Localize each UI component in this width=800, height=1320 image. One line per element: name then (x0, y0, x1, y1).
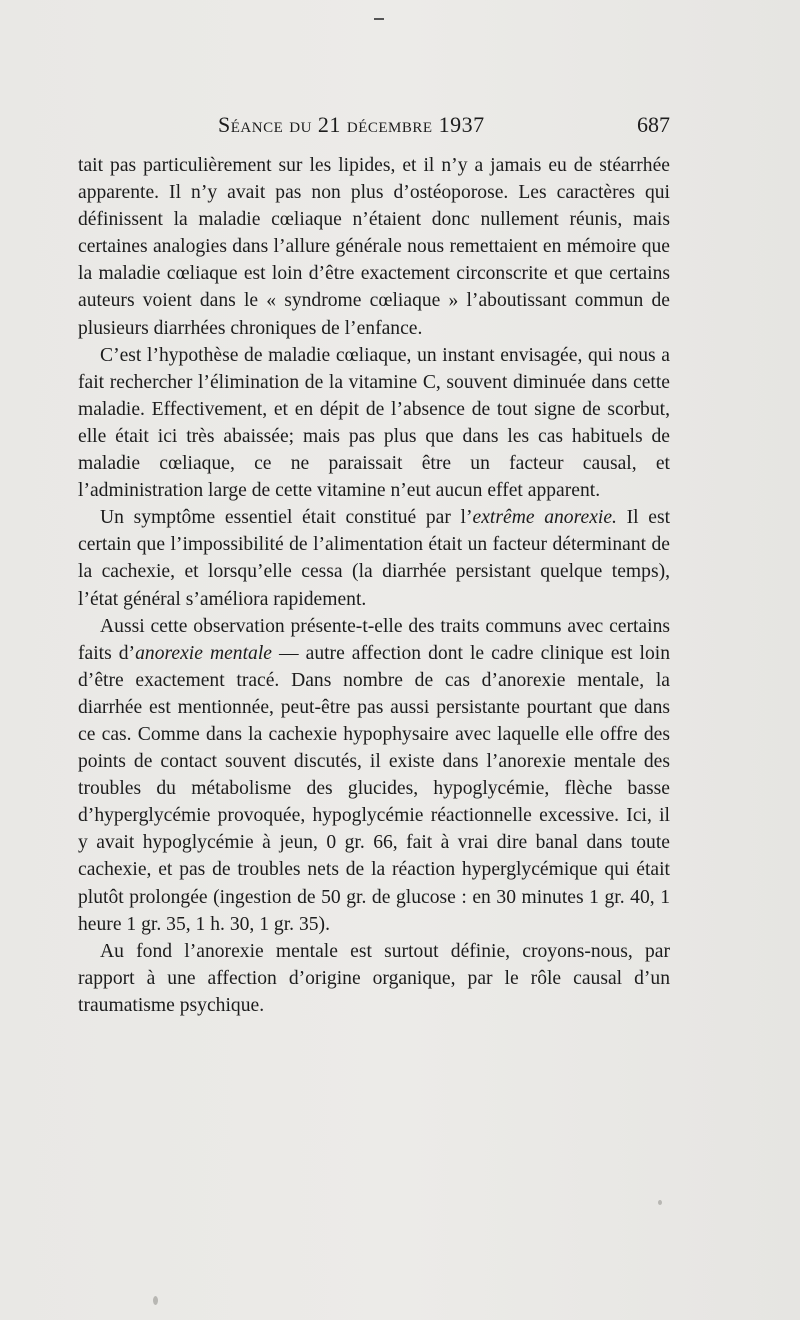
paragraph-p5 (78, 938, 670, 1019)
paragraph-p3 (78, 504, 670, 612)
emphasized-text: anorexie mentale (135, 642, 272, 664)
paper-speck (153, 1296, 158, 1305)
text-segment: — autre affection dont le cadre clinique est loin d’être exactement tracé. Dans nombre de cas d’anorexie mentale, la diarrhée est mentionnée, peut-être pas aussi persistante pourtant que dans ce cas. Comme dans la cachexie hypophysaire avec laquelle elle offre des points de contact souvent discutés, il existe dans l’anorexie mentale des troubles du métabolisme des glucides, hypoglycémie, flèche basse d’hyperglycémie provoquée, hypoglycémie réactionnelle excessive. Ici, il y avait hypoglycémie à jeun, 0 gr. 66, fait à vrai dire banal dans toute cachexie, et pas de troubles nets de la réaction hyperglycémique qui était plutôt prolongée (ingestion de 50 gr. de glucose : en 30 minutes 1 gr. 40, 1 heure 1 gr. 35, 1 h. 30, 1 gr. 35). (78, 642, 670, 935)
paragraph-p2 (78, 342, 670, 505)
paragraph-p4 (78, 613, 670, 938)
text-segment: C’est l’hypothèse de maladie cœliaque, un instant envisagée, qui nous a fait rechercher l’élimination de la vitamine C, souvent diminuée dans cette maladie. Effectivement, et en dépit de l’absence de tout signe de scorbut, elle était ici très abaissée; mais pas plus que dans les cas habituels de maladie cœliaque, ce ne paraissait être un facteur causal, et l’administration large de cette vitamine n’eut aucun effet apparent. (78, 344, 670, 502)
running-head: Séance du 21 décembre 1937 (218, 112, 485, 137)
page-number: 687 (637, 112, 670, 137)
text-segment: Un symptôme essentiel était constitué par l’ (100, 507, 473, 529)
top-margin-mark (374, 18, 384, 20)
text-segment: tait pas particulièrement sur les lipides, et il n’y a jamais eu de stéarrhée apparente. Il n’y avait pas non plus d’ostéoporose. Les caractères qui définissent la maladie cœliaque n’étaient donc nullement réunis, mais certaines analogies dans l’allure générale nous remettaient en mémoire que la maladie cœliaque est loin d’être exactement circonscrite et que certains auteurs voient dans le « syndrome cœliaque » l’aboutissant commun de plusieurs diarrhées chroniques de l’enfance. (78, 155, 670, 339)
text-segment: Il est certain que l’impossibilité de l’alimentation était un facteur déterminant de la cachexie, et lorsqu’elle cessa (la diarrhée persistant quelque temps), l’état général s’améliora rapidement. (78, 507, 671, 610)
paragraph-p1 (78, 152, 670, 342)
text-segment: Au fond l’anorexie mentale est surtout définie, croyons-nous, par rapport à une affection d’origine organique, par le rôle causal d’un traumatisme psychique. (78, 940, 670, 1016)
text-segment: Aussi cette observation présente-t-elle des traits communs avec certains faits d’ (78, 615, 670, 664)
page-header (78, 112, 670, 142)
emphasized-text: extrême anorexie. (472, 507, 617, 529)
body-text (78, 152, 670, 1019)
paper-speck (658, 1200, 662, 1205)
